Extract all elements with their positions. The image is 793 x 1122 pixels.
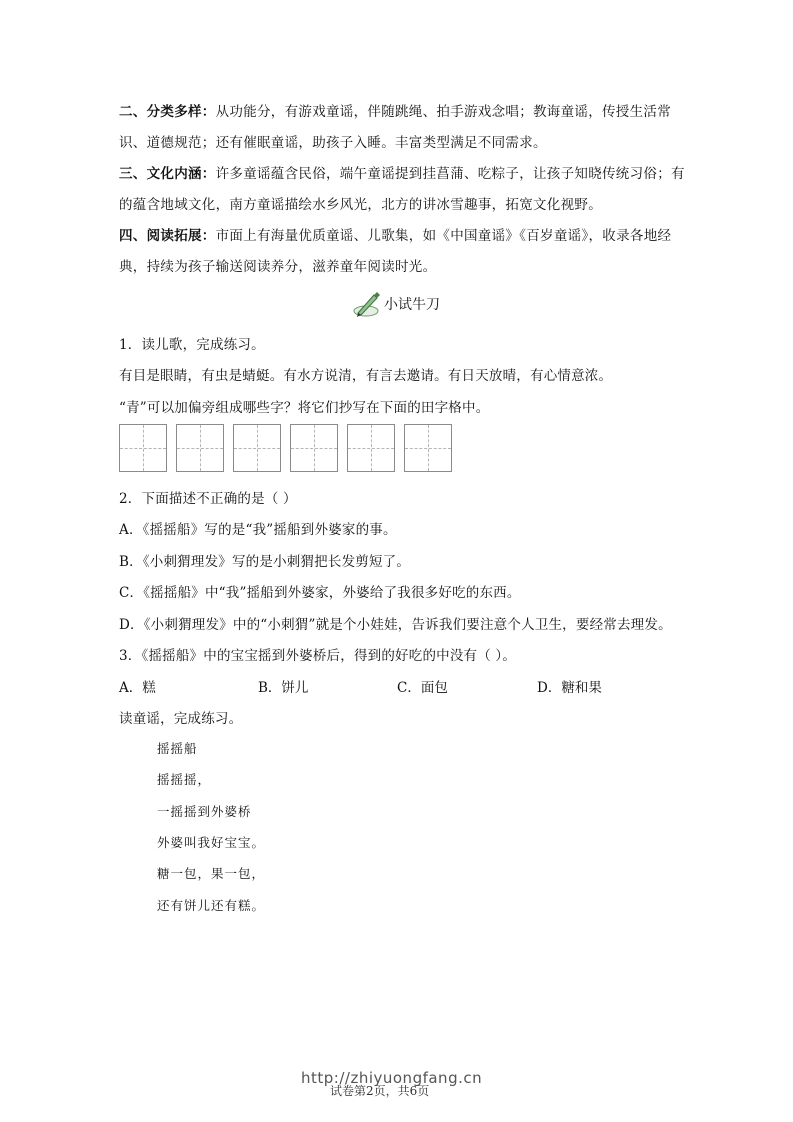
question-3-title: 3．《摇摇船》中的宝宝摇到外婆桥后，得到的好吃的中没有（ ）。 <box>119 648 517 664</box>
question-3-option-d: D．糖和果 <box>537 680 602 696</box>
question-2-option-c: C．《摇摇船》中“我”摇船到外婆家，外婆给了我很多好吃的东西。 <box>119 585 521 601</box>
question-3-option-b: B．饼儿 <box>258 680 309 696</box>
paragraph-culture <box>119 159 689 221</box>
section-title: 小试牛刀 <box>384 297 440 313</box>
paragraph-heading: 二、分类多样： <box>119 104 216 120</box>
question-2-title: 2．下面描述不正确的是（ ） <box>119 491 297 507</box>
question-1-instruction: “青”可以加偏旁组成哪些字？将它们抄写在下面的田字格中。 <box>119 400 490 416</box>
question-1-title: 1．读儿歌，完成练习。 <box>119 337 265 353</box>
tianzige-grid <box>119 424 461 472</box>
tianzige-cell[interactable] <box>176 424 224 472</box>
tianzige-cell[interactable] <box>347 424 395 472</box>
poem-line: 摇摇船 <box>157 741 198 756</box>
paragraph-reading-extension <box>119 221 689 283</box>
question-3-option-a: A．糕 <box>119 680 156 696</box>
question-2-option-d: D．《小刺猬理发》中的“小刺猬”就是个小娃娃，告诉我们要注意个人卫生，要经常去理发。 <box>119 617 672 633</box>
tianzige-cell[interactable] <box>119 424 167 472</box>
tianzige-cell[interactable] <box>233 424 281 472</box>
reading-title: 读童谣，完成练习。 <box>119 711 243 727</box>
page-footer: 试卷第2页，共6页 <box>330 1084 430 1098</box>
watermark-url: http://zhiyuongfang.cn <box>301 1069 483 1087</box>
paragraph-text: 市面上有海量优质童谣、儿歌集，如《中国童谣》《百岁童谣》，收录各地经典，持续为孩子输送阅读养分，滋养童年阅读时光。 <box>119 228 672 275</box>
section-heading <box>352 288 440 320</box>
tianzige-cell[interactable] <box>404 424 452 472</box>
question-3-option-c: C．面包 <box>397 680 448 696</box>
poem-line: 糖一包，果一包， <box>157 866 266 881</box>
paragraph-classification <box>119 97 689 159</box>
paragraph-heading: 三、文化内涵： <box>119 166 216 182</box>
poem-line: 一摇摇到外婆桥 <box>157 804 252 819</box>
poem-line: 外婆叫我好宝宝。 <box>157 835 266 850</box>
question-2-option-b: B．《小刺猬理发》写的是小刺猬把长发剪短了。 <box>119 554 411 570</box>
tianzige-cell[interactable] <box>290 424 338 472</box>
question-1-verse: 有目是眼睛，有虫是蜻蜓。有水方说清，有言去邀请。有日天放晴，有心情意浓。 <box>119 368 613 384</box>
paragraph-text: 从功能分，有游戏童谣，伴随跳绳、拍手游戏念唱；教诲童谣，传授生活常识、道德规范；还有催眠童谣，助孩子入睡。丰富类型满足不同需求。 <box>119 104 672 151</box>
poem-line: 摇摇摇， <box>157 772 212 787</box>
poem-line: 还有饼儿还有糕。 <box>157 898 266 913</box>
paragraph-text: 许多童谣蕴含民俗，端午童谣提到挂菖蒲、吃粽子，让孩子知晓传统习俗；有的蕴含地域文化，南方童谣描绘水乡风光，北方的讲冰雪趣事，拓宽文化视野。 <box>119 166 685 213</box>
paragraph-heading: 四、阅读拓展： <box>119 228 216 244</box>
pen-writing-icon <box>352 289 382 319</box>
question-2-option-a: A．《摇摇船》写的是“我”摇船到外婆家的事。 <box>119 522 397 538</box>
